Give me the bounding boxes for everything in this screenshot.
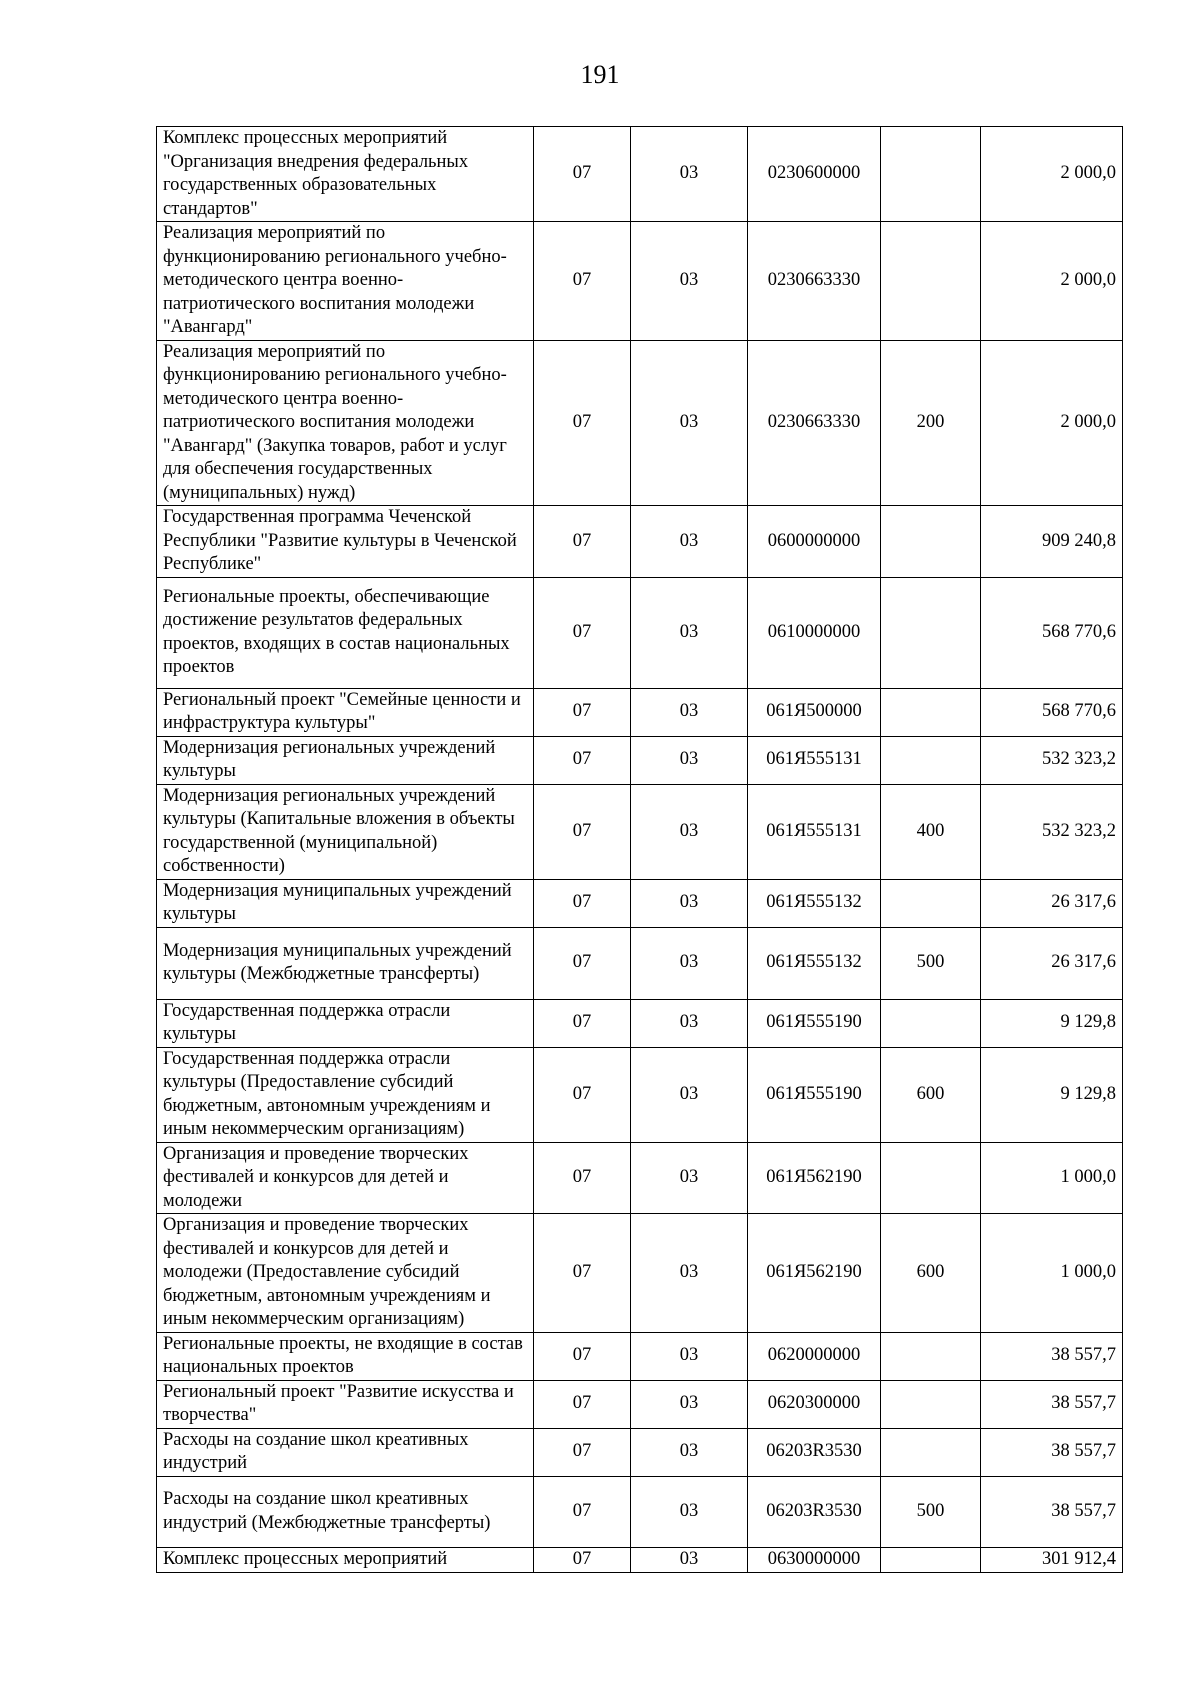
row-expense-type-code bbox=[881, 1332, 981, 1380]
table-row bbox=[157, 784, 1123, 879]
row-amount: 568 770,6 bbox=[981, 688, 1123, 736]
row-section-code: 07 bbox=[534, 127, 631, 222]
row-subsection-code: 03 bbox=[631, 736, 748, 784]
row-name: Модернизация региональных учреждений культуры (Капитальные вложения в объекты государственной (муниципальной) собственности) bbox=[157, 784, 534, 879]
row-target-article-code: 061Я500000 bbox=[748, 688, 881, 736]
table-row bbox=[157, 1380, 1123, 1428]
table-row bbox=[157, 1476, 1123, 1547]
row-amount: 568 770,6 bbox=[981, 577, 1123, 688]
row-name: Региональный проект "Развитие искусства и творчества" bbox=[157, 1380, 534, 1428]
row-target-article-code: 0230663330 bbox=[748, 222, 881, 341]
row-name: Модернизация муниципальных учреждений культуры bbox=[157, 879, 534, 927]
row-name: Государственная поддержка отрасли культуры bbox=[157, 999, 534, 1047]
row-expense-type-code bbox=[881, 1428, 981, 1476]
row-name: Расходы на создание школ креативных индустрий bbox=[157, 1428, 534, 1476]
page-number: 191 bbox=[580, 60, 620, 89]
row-expense-type-code: 600 bbox=[881, 1214, 981, 1333]
row-target-article-code: 0230600000 bbox=[748, 127, 881, 222]
row-section-code: 07 bbox=[534, 879, 631, 927]
row-target-article-code: 061Я555190 bbox=[748, 1047, 881, 1142]
row-target-article-code: 061Я562190 bbox=[748, 1214, 881, 1333]
row-section-code: 07 bbox=[534, 1142, 631, 1214]
row-target-article-code: 061Я562190 bbox=[748, 1142, 881, 1214]
row-name: Модернизация региональных учреждений культуры bbox=[157, 736, 534, 784]
table-row bbox=[157, 736, 1123, 784]
row-expense-type-code bbox=[881, 1547, 981, 1572]
table-row bbox=[157, 879, 1123, 927]
row-section-code: 07 bbox=[534, 1214, 631, 1333]
budget-table bbox=[156, 126, 1123, 1573]
table-row bbox=[157, 127, 1123, 222]
row-name: Региональный проект "Семейные ценности и инфраструктура культуры" bbox=[157, 688, 534, 736]
row-amount: 1 000,0 bbox=[981, 1214, 1123, 1333]
row-section-code: 07 bbox=[534, 1547, 631, 1572]
row-subsection-code: 03 bbox=[631, 340, 748, 506]
row-amount: 38 557,7 bbox=[981, 1380, 1123, 1428]
row-name: Комплекс процессных мероприятий "Организация внедрения федеральных государственных образовательных стандартов" bbox=[157, 127, 534, 222]
table-row bbox=[157, 506, 1123, 578]
row-section-code: 07 bbox=[534, 506, 631, 578]
row-subsection-code: 03 bbox=[631, 927, 748, 999]
row-section-code: 07 bbox=[534, 1332, 631, 1380]
row-expense-type-code bbox=[881, 688, 981, 736]
row-section-code: 07 bbox=[534, 340, 631, 506]
row-target-article-code: 061Я555131 bbox=[748, 784, 881, 879]
row-amount: 38 557,7 bbox=[981, 1428, 1123, 1476]
row-expense-type-code: 500 bbox=[881, 927, 981, 999]
row-name: Организация и проведение творческих фестивалей и конкурсов для детей и молодежи bbox=[157, 1142, 534, 1214]
row-target-article-code: 061Я555190 bbox=[748, 999, 881, 1047]
row-section-code: 07 bbox=[534, 1476, 631, 1547]
row-target-article-code: 0610000000 bbox=[748, 577, 881, 688]
row-name: Региональные проекты, обеспечивающие достижение результатов федеральных проектов, входящих в состав национальных проектов bbox=[157, 577, 534, 688]
row-section-code: 07 bbox=[534, 1380, 631, 1428]
table-row bbox=[157, 1142, 1123, 1214]
table-row bbox=[157, 999, 1123, 1047]
row-subsection-code: 03 bbox=[631, 1047, 748, 1142]
row-section-code: 07 bbox=[534, 999, 631, 1047]
row-expense-type-code bbox=[881, 1380, 981, 1428]
row-amount: 2 000,0 bbox=[981, 127, 1123, 222]
row-amount: 9 129,8 bbox=[981, 1047, 1123, 1142]
row-name: Региональные проекты, не входящие в состав национальных проектов bbox=[157, 1332, 534, 1380]
row-name: Реализация мероприятий по функционированию регионального учебно-методического центра военно-патриотического воспитания молодежи "Авангард" (Закупка товаров, работ и услуг для обеспечения государственных (муниципальных) нужд) bbox=[157, 340, 534, 506]
row-amount: 38 557,7 bbox=[981, 1332, 1123, 1380]
table-row bbox=[157, 688, 1123, 736]
table-row bbox=[157, 1547, 1123, 1572]
row-subsection-code: 03 bbox=[631, 1142, 748, 1214]
row-target-article-code: 06203R3530 bbox=[748, 1428, 881, 1476]
table-row bbox=[157, 1214, 1123, 1333]
table-row bbox=[157, 1047, 1123, 1142]
row-subsection-code: 03 bbox=[631, 784, 748, 879]
row-name: Расходы на создание школ креативных индустрий (Межбюджетные трансферты) bbox=[157, 1476, 534, 1547]
row-subsection-code: 03 bbox=[631, 879, 748, 927]
row-expense-type-code bbox=[881, 506, 981, 578]
row-expense-type-code: 500 bbox=[881, 1476, 981, 1547]
row-subsection-code: 03 bbox=[631, 222, 748, 341]
row-target-article-code: 0600000000 bbox=[748, 506, 881, 578]
row-amount: 532 323,2 bbox=[981, 784, 1123, 879]
row-expense-type-code bbox=[881, 879, 981, 927]
row-amount: 1 000,0 bbox=[981, 1142, 1123, 1214]
row-target-article-code: 061Я555132 bbox=[748, 879, 881, 927]
row-name: Государственная программа Чеченской Республики "Развитие культуры в Чеченской Республике" bbox=[157, 506, 534, 578]
row-subsection-code: 03 bbox=[631, 127, 748, 222]
row-expense-type-code bbox=[881, 1142, 981, 1214]
row-expense-type-code: 600 bbox=[881, 1047, 981, 1142]
row-target-article-code: 0620300000 bbox=[748, 1380, 881, 1428]
row-expense-type-code bbox=[881, 999, 981, 1047]
table-row bbox=[157, 340, 1123, 506]
row-amount: 26 317,6 bbox=[981, 879, 1123, 927]
row-subsection-code: 03 bbox=[631, 1380, 748, 1428]
row-section-code: 07 bbox=[534, 1428, 631, 1476]
row-amount: 9 129,8 bbox=[981, 999, 1123, 1047]
table-row bbox=[157, 1332, 1123, 1380]
table-row bbox=[157, 1428, 1123, 1476]
row-subsection-code: 03 bbox=[631, 688, 748, 736]
row-target-article-code: 0620000000 bbox=[748, 1332, 881, 1380]
row-section-code: 07 bbox=[534, 1047, 631, 1142]
row-section-code: 07 bbox=[534, 222, 631, 341]
row-amount: 38 557,7 bbox=[981, 1476, 1123, 1547]
row-target-article-code: 061Я555132 bbox=[748, 927, 881, 999]
row-subsection-code: 03 bbox=[631, 999, 748, 1047]
table-row bbox=[157, 927, 1123, 999]
row-target-article-code: 0630000000 bbox=[748, 1547, 881, 1572]
row-expense-type-code: 400 bbox=[881, 784, 981, 879]
row-subsection-code: 03 bbox=[631, 1476, 748, 1547]
row-name: Государственная поддержка отрасли культуры (Предоставление субсидий бюджетным, автономным учреждениям и иным некоммерческим организациям) bbox=[157, 1047, 534, 1142]
row-expense-type-code bbox=[881, 736, 981, 784]
row-name: Организация и проведение творческих фестивалей и конкурсов для детей и молодежи (Предоставление субсидий бюджетным, автономным учреждениям и иным некоммерческим организациям) bbox=[157, 1214, 534, 1333]
row-subsection-code: 03 bbox=[631, 1428, 748, 1476]
row-target-article-code: 061Я555131 bbox=[748, 736, 881, 784]
row-section-code: 07 bbox=[534, 784, 631, 879]
row-amount: 26 317,6 bbox=[981, 927, 1123, 999]
row-section-code: 07 bbox=[534, 736, 631, 784]
row-target-article-code: 06203R3530 bbox=[748, 1476, 881, 1547]
row-subsection-code: 03 bbox=[631, 577, 748, 688]
row-section-code: 07 bbox=[534, 577, 631, 688]
row-section-code: 07 bbox=[534, 927, 631, 999]
row-amount: 2 000,0 bbox=[981, 222, 1123, 341]
row-expense-type-code bbox=[881, 127, 981, 222]
row-amount: 909 240,8 bbox=[981, 506, 1123, 578]
row-expense-type-code bbox=[881, 222, 981, 341]
table-row bbox=[157, 222, 1123, 341]
table-row bbox=[157, 577, 1123, 688]
row-name: Модернизация муниципальных учреждений культуры (Межбюджетные трансферты) bbox=[157, 927, 534, 999]
row-name: Реализация мероприятий по функционированию регионального учебно-методического центра военно-патриотического воспитания молодежи "Авангард" bbox=[157, 222, 534, 341]
row-amount: 301 912,4 bbox=[981, 1547, 1123, 1572]
row-target-article-code: 0230663330 bbox=[748, 340, 881, 506]
row-section-code: 07 bbox=[534, 688, 631, 736]
row-expense-type-code: 200 bbox=[881, 340, 981, 506]
row-amount: 532 323,2 bbox=[981, 736, 1123, 784]
row-subsection-code: 03 bbox=[631, 1214, 748, 1333]
row-subsection-code: 03 bbox=[631, 1332, 748, 1380]
row-expense-type-code bbox=[881, 577, 981, 688]
row-amount: 2 000,0 bbox=[981, 340, 1123, 506]
row-name: Комплекс процессных мероприятий bbox=[157, 1547, 534, 1572]
budget-table-body bbox=[157, 127, 1123, 1573]
row-subsection-code: 03 bbox=[631, 506, 748, 578]
row-subsection-code: 03 bbox=[631, 1547, 748, 1572]
